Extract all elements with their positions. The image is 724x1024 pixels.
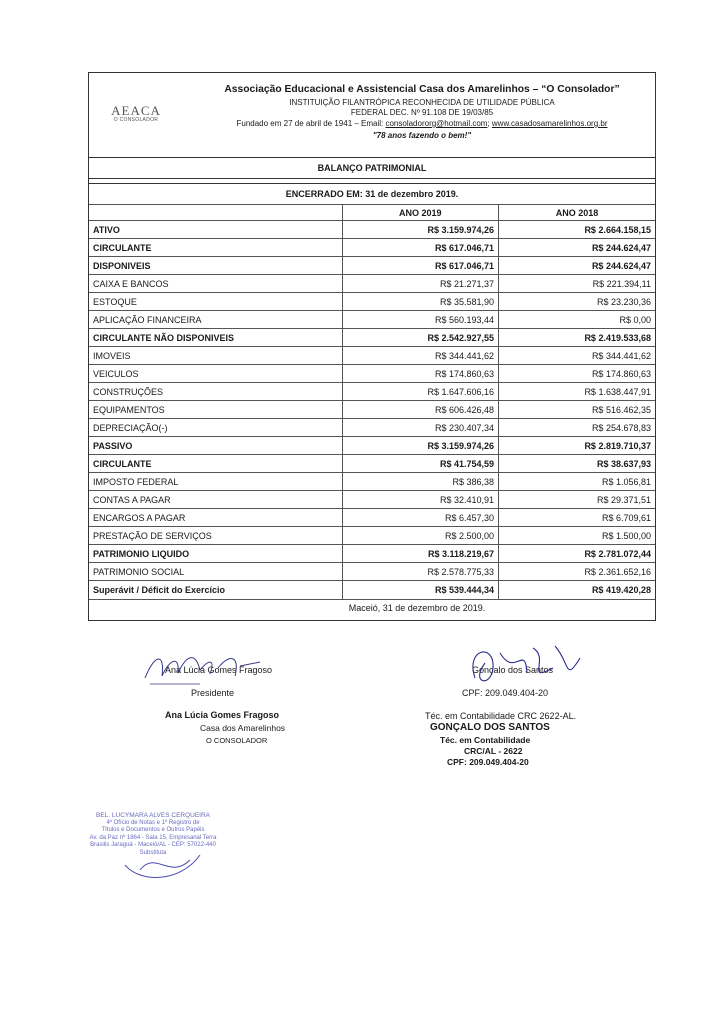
value-2019: R$ 230.407,34: [342, 419, 498, 437]
notary-name: BEL. LUCYMARA ALVES CERQUEIRA: [95, 812, 211, 819]
value-2019: R$ 2.542.927,55: [342, 329, 498, 347]
column-header-2019: ANO 2019: [342, 205, 498, 221]
president-stamp-sub: O CONSOLADOR: [206, 736, 268, 745]
accountant-role: Téc. em Contabilidade CRC 2622-AL.: [425, 711, 577, 721]
value-2019: R$ 539.444,34: [342, 581, 498, 599]
value-2019: R$ 560.193,44: [342, 311, 498, 329]
value-2019: R$ 617.046,71: [342, 239, 498, 257]
table-row: [89, 293, 655, 311]
value-2018: R$ 344.441,62: [499, 347, 655, 365]
table-header-row: [89, 205, 655, 221]
accountant-stamp-crc: CRC/AL - 2622: [464, 746, 523, 756]
row-label: ESTOQUE: [89, 293, 342, 311]
row-label: CIRCULANTE NÃO DISPONIVEIS: [89, 329, 342, 347]
row-label: VEICULOS: [89, 365, 342, 383]
founded-contact-line: [187, 119, 657, 128]
row-label: ENCARGOS A PAGAR: [89, 509, 342, 527]
header-blank-cell: [89, 205, 342, 221]
institution-status: INSTITUIÇÃO FILANTRÓPICA RECONHECIDA DE UTILIDADE PÚBLICA: [289, 98, 555, 107]
value-2018: R$ 174.860,63: [499, 365, 655, 383]
row-label: PRESTAÇÃO DE SERVIÇOS: [89, 527, 342, 545]
logo-mark: AEACA: [111, 103, 161, 118]
value-2019: R$ 606.426,48: [342, 401, 498, 419]
accountant-stamp-role: Téc. em Contabilidade: [440, 735, 531, 745]
value-2019: R$ 386,38: [342, 473, 498, 491]
notary-office: 4º Ofício de Notas e 1º Registro de: [106, 819, 200, 826]
row-label: PASSIVO: [89, 437, 342, 455]
notary-registry: Títulos e Documentos e Outros Papéis: [101, 827, 205, 833]
president-role: Presidente: [191, 688, 235, 698]
accountant-signature-name: Gonçalo dos Santos: [472, 665, 554, 675]
website-link[interactable]: www.casadosamarelinhos.org.br: [491, 119, 608, 128]
value-2019: R$ 344.441,62: [342, 347, 498, 365]
institution-logo: [103, 103, 169, 123]
table-row: [89, 401, 655, 419]
footer-date-row: [89, 599, 655, 620]
table-row: [89, 527, 655, 545]
table-row: [89, 221, 655, 239]
report-title: BALANÇO PATRIMONIAL: [89, 157, 655, 178]
row-label: CIRCULANTE: [89, 455, 342, 473]
table-row: [89, 563, 655, 581]
value-2018: R$ 2.664.158,15: [499, 221, 655, 239]
notary-stamp: [88, 812, 218, 857]
table-row: [89, 239, 655, 257]
value-2018: R$ 2.819.710,37: [499, 437, 655, 455]
value-2018: R$ 419.420,28: [499, 581, 655, 599]
founded-text: Fundado em 27 de abril de 1941 – Email:: [236, 119, 386, 128]
value-2018: R$ 0,00: [499, 311, 655, 329]
place-date: Maceió, 31 de dezembro de 2019.: [348, 602, 486, 613]
table-row: [89, 329, 655, 347]
table-row: [89, 311, 655, 329]
row-label: DEPRECIAÇÃO(-): [89, 419, 342, 437]
table-row: [89, 419, 655, 437]
table-row: [89, 581, 655, 599]
value-2019: R$ 3.118.219,67: [342, 545, 498, 563]
value-2019: R$ 35.581,90: [342, 293, 498, 311]
value-2019: R$ 41.754,59: [342, 455, 498, 473]
president-signature-name: Ana Lúcia Gomes Fragoso: [165, 665, 273, 675]
table-row: [89, 491, 655, 509]
row-label: PATRIMONIO SOCIAL: [89, 563, 342, 581]
table-row: [89, 473, 655, 491]
accountant-cpf: CPF: 209.049.404-20: [462, 688, 549, 698]
value-2019: R$ 1.647.606,16: [342, 383, 498, 401]
row-label: IMPOSTO FEDERAL: [89, 473, 342, 491]
table-row: [89, 347, 655, 365]
closing-date: ENCERRADO EM: 31 de dezembro 2019.: [89, 183, 655, 204]
table-row: [89, 509, 655, 527]
balance-table-body: [89, 205, 655, 599]
row-label: APLICAÇÃO FINANCEIRA: [89, 311, 342, 329]
value-2018: R$ 1.500,00: [499, 527, 655, 545]
value-2019: R$ 174.860,63: [342, 365, 498, 383]
value-2018: R$ 1.638.447,91: [499, 383, 655, 401]
president-stamp-org: Casa dos Amarelinhos: [200, 723, 286, 733]
value-2019: R$ 3.159.974,26: [342, 221, 498, 239]
value-2018: R$ 1.056,81: [499, 473, 655, 491]
value-2018: R$ 244.624,47: [499, 257, 655, 275]
table-row: [89, 257, 655, 275]
value-2018: R$ 244.624,47: [499, 239, 655, 257]
table-row: [89, 365, 655, 383]
accountant-stamp-cpf: CPF: 209.049.404-20: [447, 757, 529, 767]
table-row: [89, 455, 655, 473]
value-2019: R$ 3.159.974,26: [342, 437, 498, 455]
value-2018: R$ 221.394,11: [499, 275, 655, 293]
notary-city: Brasilis Jaraguá - Maceió/AL - CEP: 57022-440: [90, 842, 216, 848]
column-header-2018: ANO 2018: [499, 205, 655, 221]
table-row: [89, 545, 655, 563]
value-2018: R$ 2.419.533,68: [499, 329, 655, 347]
notary-role: Substituta: [139, 849, 167, 856]
letterhead: [89, 73, 655, 157]
value-2018: R$ 516.462,35: [499, 401, 655, 419]
value-2019: R$ 617.046,71: [342, 257, 498, 275]
value-2019: R$ 21.271,37: [342, 275, 498, 293]
row-label: DISPONIVEIS: [89, 257, 342, 275]
row-label: CAIXA E BANCOS: [89, 275, 342, 293]
row-label: CONSTRUÇÕES: [89, 383, 342, 401]
email-link[interactable]: consoladororg@hotmail.com: [385, 119, 488, 128]
value-2018: R$ 23.230,36: [499, 293, 655, 311]
accountant-stamp-name: GONÇALO DOS SANTOS: [430, 722, 550, 733]
institution-name: Associação Educacional e Assistencial Casa dos Amarelinhos – “O Consolador”: [224, 84, 620, 95]
balance-table: [89, 204, 655, 599]
logo-subtitle: O CONSOLADOR: [113, 117, 159, 123]
row-label: ATIVO: [89, 221, 342, 239]
balance-sheet-document: [88, 72, 656, 621]
value-2018: R$ 2.781.072,44: [499, 545, 655, 563]
slogan: "78 anos fazendo o bem!": [372, 131, 472, 140]
notary-address: Av. da Paz nº 1864 - Sala 15, Empresarial Terra: [89, 834, 217, 841]
value-2018: R$ 29.371,51: [499, 491, 655, 509]
row-label: PATRIMONIO LIQUIDO: [89, 545, 342, 563]
row-label: Superávit / Déficit do Exercício: [89, 581, 342, 599]
value-2019: R$ 2.578.775,33: [342, 563, 498, 581]
value-2018: R$ 2.361.652,16: [499, 563, 655, 581]
separator: ;: [487, 119, 492, 128]
table-row: [89, 275, 655, 293]
value-2018: R$ 38.637,93: [499, 455, 655, 473]
table-row: [89, 383, 655, 401]
value-2019: R$ 32.410,91: [342, 491, 498, 509]
row-label: IMOVEIS: [89, 347, 342, 365]
value-2019: R$ 6.457,30: [342, 509, 498, 527]
value-2018: R$ 254.678,83: [499, 419, 655, 437]
decree-line: FEDERAL DEC. Nº 91.108 DE 19/03/85: [350, 108, 494, 117]
table-row: [89, 437, 655, 455]
row-label: CIRCULANTE: [89, 239, 342, 257]
value-2019: R$ 2.500,00: [342, 527, 498, 545]
row-label: EQUIPAMENTOS: [89, 401, 342, 419]
value-2018: R$ 6.709,61: [499, 509, 655, 527]
president-stamp-name: Ana Lúcia Gomes Fragoso: [165, 710, 280, 720]
row-label: CONTAS A PAGAR: [89, 491, 342, 509]
